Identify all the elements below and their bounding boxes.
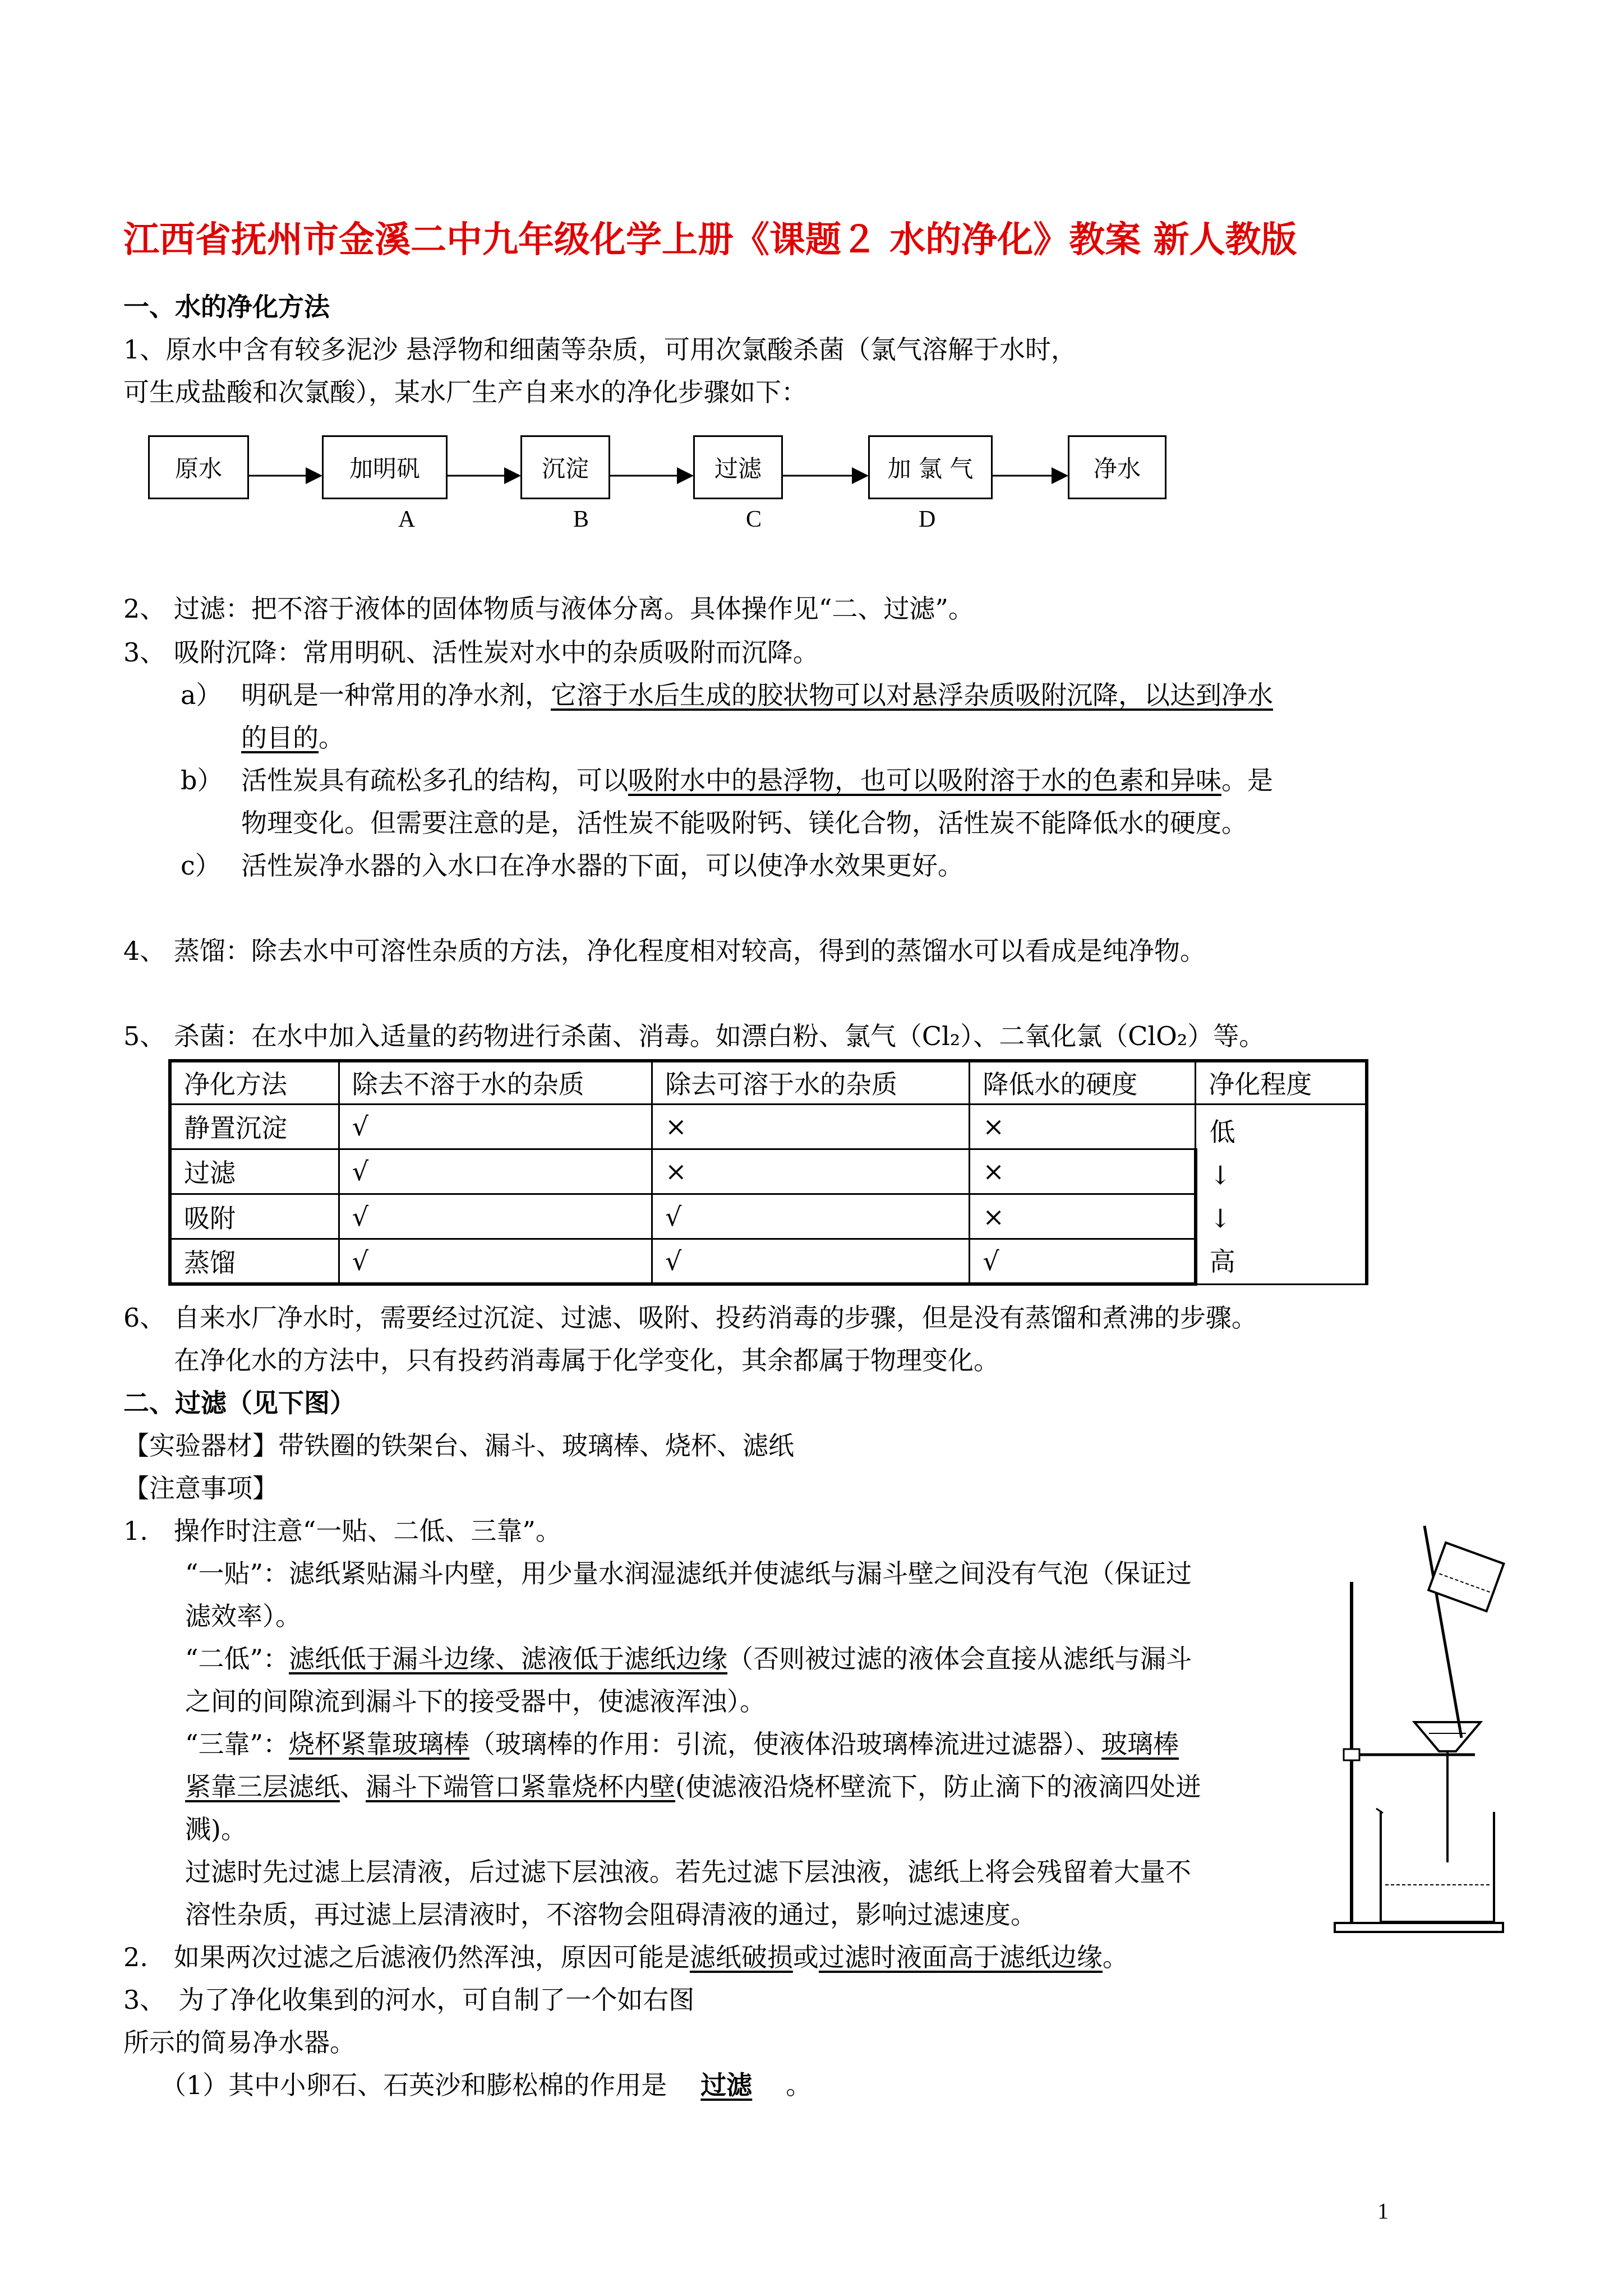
item3a-underline: 它溶于水后生成的胶状物可以对悬浮杂质吸附沉降，以达到净水 xyxy=(551,680,1273,710)
flow-step-chlorine: 加 氯 气 xyxy=(868,435,993,499)
kao-line2 xyxy=(185,1770,1201,1803)
table-header-cell: 除去不溶于水的杂质 xyxy=(339,1061,652,1104)
kao2-underline2: 漏斗下端管口紧靠烧杯内壁 xyxy=(366,1772,675,1802)
item3a-underline2: 的目的 xyxy=(241,723,319,753)
flow-label-a: A xyxy=(398,507,416,532)
degree-low: 低 xyxy=(1209,1116,1235,1147)
note3-line2: 所示的简易净水器。 xyxy=(123,2027,356,2058)
table-cell: 过滤 xyxy=(170,1149,339,1194)
question1-end: 。 xyxy=(786,2070,812,2100)
table-row xyxy=(170,1149,1367,1194)
flow-step-sediment: 沉淀 xyxy=(520,435,610,499)
flow-label-d: D xyxy=(919,507,936,532)
table-cell: × xyxy=(970,1194,1196,1239)
flow-label-c: C xyxy=(746,507,762,532)
note3-line1: 3、 为了净化收集到的河水，可自制了一个如右图 xyxy=(123,1985,695,2015)
flow-label-b: B xyxy=(573,507,589,532)
note1: 1. 操作时注意“一贴、二低、三靠”。 xyxy=(123,1516,561,1546)
item3b-line1 xyxy=(241,764,1273,797)
equipment: 【实验器材】带铁圈的铁架台、漏斗、玻璃棒、烧杯、滤纸 xyxy=(123,1430,794,1461)
di-line1 xyxy=(185,1642,1192,1675)
question1-text: （1）其中小卵石、石英沙和膨松棉的作用是 xyxy=(160,2070,667,2100)
item3a-text: 明矾是一种常用的净水剂， xyxy=(241,680,551,710)
item3c: 活性炭净水器的入水口在净水器的下面，可以使净水效果更好。 xyxy=(241,850,963,881)
kao2-post: (使滤液沿烧杯壁流下，防止滴下的液滴四处迸 xyxy=(675,1772,1201,1802)
item5: 5、 杀菌：在水中加入适量的药物进行杀菌、消毒。如漂白粉、氯气（Cl₂）、二氧化氯（ClO₂）等。 xyxy=(123,1021,1265,1051)
flow-step-filter: 过滤 xyxy=(693,435,783,499)
item1-line1: 1、原水中含有较多泥沙 悬浮物和细菌等杂质，可用次氯酸杀菌（氯气溶解于水时， xyxy=(123,334,1077,365)
di-underline: 滤纸低于漏斗边缘、滤液低于滤纸边缘 xyxy=(289,1644,728,1674)
di-label: “二低”： xyxy=(185,1644,289,1674)
kao-line3: 溅)。 xyxy=(185,1814,247,1844)
table-header-cell: 净化方法 xyxy=(170,1061,339,1104)
question1-answer: 过滤 xyxy=(700,2070,753,2100)
item6-line1: 6、 自来水厂净水时，需要经过沉淀、过滤、吸附、投药消毒的步骤，但是没有蒸馏和煮沸的步骤。 xyxy=(123,1303,1257,1333)
item3b-marker: b） xyxy=(181,765,223,795)
item1-line2: 可生成盐酸和次氯酸），某水厂生产自来水的净化步骤如下： xyxy=(123,377,807,407)
item3a-line1 xyxy=(241,679,1273,711)
table-cell: √ xyxy=(339,1194,652,1239)
table-cell: 吸附 xyxy=(170,1194,339,1239)
question1 xyxy=(160,2069,811,2101)
table-header-cell: 净化程度 xyxy=(1196,1061,1367,1104)
item2: 2、 过滤：把不溶于液体的固体物质与液体分离。具体操作见“二、过滤”。 xyxy=(123,593,974,624)
note2-or: 或 xyxy=(792,1942,819,1972)
table-cell: √ xyxy=(339,1239,652,1284)
note2-end: 。 xyxy=(1102,1942,1128,1972)
table-cell: × xyxy=(652,1149,970,1194)
table-cell: √ xyxy=(652,1194,970,1239)
kao-line1 xyxy=(185,1728,1179,1760)
item3c-marker: c） xyxy=(181,850,221,881)
item6-line2: 在净化水的方法中，只有投药消毒属于化学变化，其余都属于物理变化。 xyxy=(174,1345,999,1375)
table-header-cell: 降低水的硬度 xyxy=(970,1061,1196,1104)
di-post: （否则被过滤的液体会直接从滤纸与漏斗 xyxy=(727,1644,1192,1674)
kao-mid: （玻璃棒的作用：引流，使液体沿玻璃棒流进过滤器）、 xyxy=(469,1729,1102,1759)
tie-line2: 滤效率）。 xyxy=(185,1601,301,1631)
degree-arrow-1: ↓ xyxy=(1209,1159,1232,1190)
note2-underline2: 过滤时液面高于滤纸边缘 xyxy=(818,1942,1103,1972)
table-cell: √ xyxy=(652,1239,970,1284)
purification-table xyxy=(168,1059,1368,1286)
table-cell: × xyxy=(970,1149,1196,1194)
notes-heading: 【注意事项】 xyxy=(123,1473,278,1503)
flow-step-raw-water: 原水 xyxy=(148,435,249,499)
note2-text: 2. 如果两次过滤之后滤液仍然浑浊，原因可能是 xyxy=(123,1942,690,1972)
item3a-end: 。 xyxy=(319,723,344,753)
table-cell: 蒸馏 xyxy=(170,1239,339,1284)
table-cell: × xyxy=(652,1104,970,1149)
item3a-marker: a） xyxy=(181,680,222,710)
item3b-line2: 物理变化。但需要注意的是，活性炭不能吸附钙、镁化合物，活性炭不能降低水的硬度。 xyxy=(241,808,1247,838)
item4: 4、 蒸馏：除去水中可溶性杂质的方法，净化程度相对较高，得到的蒸馏水可以看成是纯净物。 xyxy=(123,936,1206,966)
order-line2: 溶性杂质，再过滤上层清液时，不溶物会阻碍清液的通过，影响过滤速度。 xyxy=(185,1899,1036,1930)
table-row xyxy=(170,1194,1367,1239)
degree-high: 高 xyxy=(1209,1246,1235,1277)
table-row xyxy=(170,1104,1367,1149)
table-cell: √ xyxy=(339,1104,652,1149)
kao-underline2: 玻璃棒 xyxy=(1101,1729,1179,1759)
flow-step-clean-water: 净水 xyxy=(1068,435,1166,499)
item3: 3、 吸附沉降：常用明矾、活性炭对水中的杂质吸附而沉降。 xyxy=(123,637,819,668)
flow-arrows xyxy=(0,0,1623,561)
item3b-post: 。是 xyxy=(1221,765,1273,795)
kao2-underline1: 紧靠三层滤纸 xyxy=(185,1772,340,1802)
tie-line1: “一贴”：滤纸紧贴漏斗内壁，用少量水润湿滤纸并使滤纸与漏斗壁之间没有气泡（保证过 xyxy=(185,1558,1192,1589)
flow-step-alum: 加明矾 xyxy=(322,435,448,499)
table-cell: √ xyxy=(970,1239,1196,1284)
order-line1: 过滤时先过滤上层清液，后过滤下层浊液。若先过滤下层浊液，滤纸上将会残留着大量不 xyxy=(185,1857,1191,1887)
item3b-text: 活性炭具有疏松多孔的结构，可以 xyxy=(241,765,628,795)
page-title: 江西省抚州市金溪二中九年级化学上册《课题２ 水的净化》教案 新人教版 xyxy=(123,219,1297,261)
table-header-cell: 除去可溶于水的杂质 xyxy=(652,1061,970,1104)
page-number: 1 xyxy=(1377,2198,1389,2224)
degree-cell xyxy=(1196,1104,1367,1284)
table-row xyxy=(170,1239,1367,1284)
kao2-sep: 、 xyxy=(340,1772,366,1802)
table-cell: × xyxy=(970,1104,1196,1149)
note2-underline1: 滤纸破损 xyxy=(689,1942,793,1972)
item3b-underline: 吸附水中的悬浮物，也可以吸附溶于水的色素和异味 xyxy=(628,765,1221,795)
section1-heading: 一、水的净化方法 xyxy=(123,292,330,322)
table-header-row xyxy=(170,1061,1367,1104)
table-cell: 静置沉淀 xyxy=(170,1104,339,1149)
kao-label: “三靠”： xyxy=(185,1729,289,1759)
item3a-line2 xyxy=(241,721,344,754)
note2 xyxy=(123,1941,1128,1973)
kao-underline1: 烧杯紧靠玻璃棒 xyxy=(289,1729,470,1759)
filtration-apparatus-illustration xyxy=(1329,1520,1565,1947)
di-line2: 之间的间隙流到漏斗下的接受器中，使滤液浑浊）。 xyxy=(185,1686,766,1717)
section2-heading: 二、过滤（见下图） xyxy=(123,1388,356,1418)
degree-arrow-2: ↓ xyxy=(1209,1203,1232,1234)
table-cell: √ xyxy=(339,1149,652,1194)
